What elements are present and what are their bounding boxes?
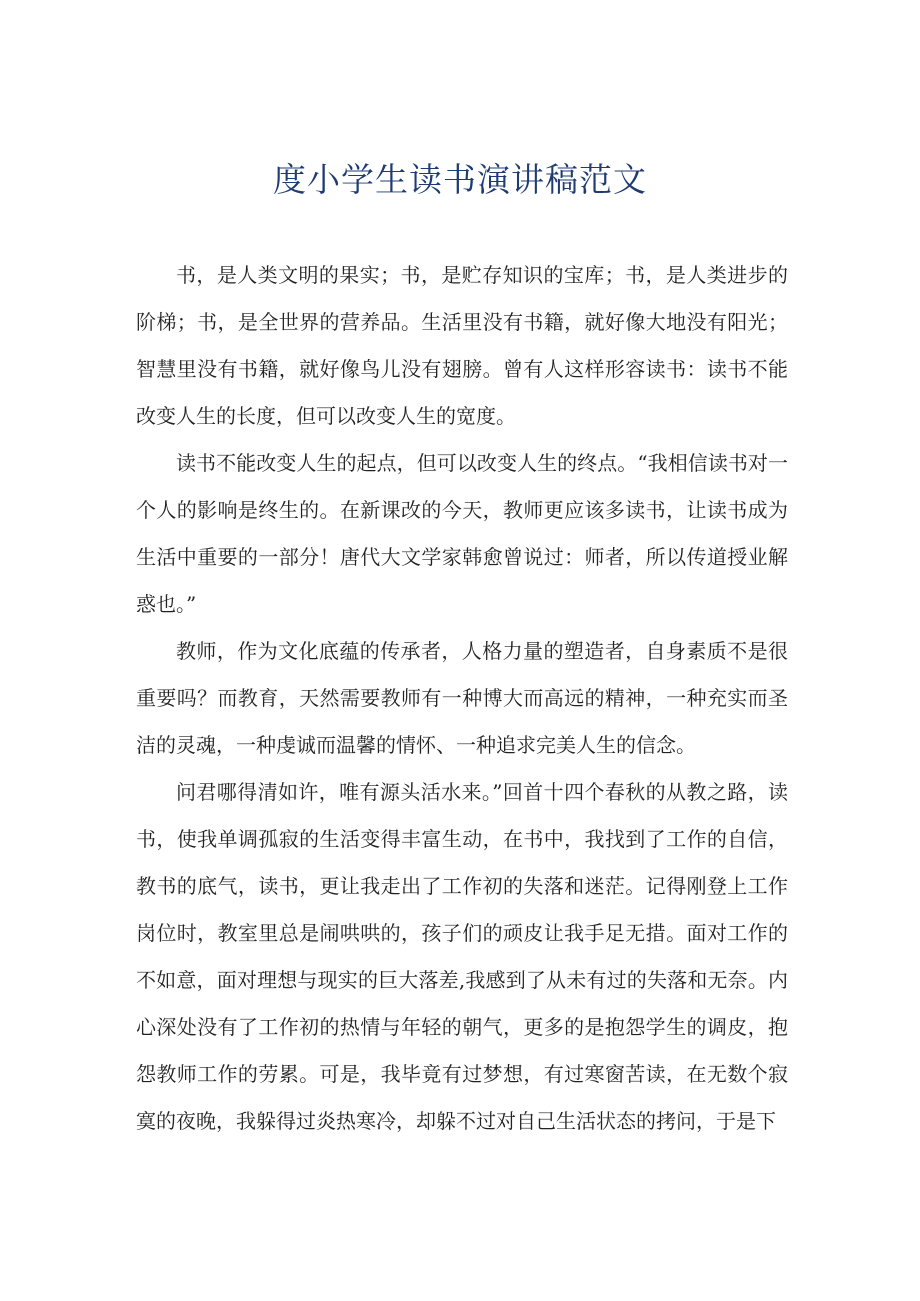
paragraph-4: 问君哪得清如许，唯有源头活水来。”回首十四个春秋的从教之路，读书，使我单调孤寂的生活变得丰富生动，在书中，我找到了工作的自信，教书的底气，读书，更让我走出了工作初的失落和迷茫。记得刚登上工作岗位时，教室里总是闹哄哄的，孩子们的顽皮让我手足无措。面对工作的不如意，面对理想与现实的巨大落差,我感到了从未有过的失落和无奈。内心深处没有了工作初的热情与年轻的朝气，更多的是抱怨学生的调皮，抱怨教师工作的劳累。可是，我毕竟有过梦想，有过寒窗苦读，在无数个寂寞的夜晚，我躲得过炎热寒冷，却躲不过对自己生活状态的拷问，于是下 (136, 780, 788, 1133)
paragraph-2: 读书不能改变人生的起点，但可以改变人生的终点。“我相信读书对一个人的影响是终生的。在新课改的今天，教师更应该多读书，让读书成为生活中重要的一部分！唐代大文学家韩愈曾说过：师者，所以传道授业解惑也。” (136, 451, 788, 616)
document-body (136, 252, 788, 1145)
paragraph-3: 教师，作为文化底蕴的传承者，人格力量的塑造者，自身素质不是很重要吗？而教育，天然需要教师有一种博大而高远的精神，一种充实而圣洁的灵魂，一种虔诚而温馨的情怀、一种追求完美人生的信念。 (136, 639, 788, 757)
paragraph-1: 书，是人类文明的果实；书，是贮存知识的宝库；书，是人类进步的阶梯；书，是全世界的营养品。生活里没有书籍，就好像大地没有阳光；智慧里没有书籍，就好像鸟儿没有翅膀。曾有人这样形容读书：读书不能改变人生的长度，但可以改变人生的宽度。 (136, 263, 788, 428)
document-title: 度小学生读书演讲稿范文 (273, 160, 647, 199)
